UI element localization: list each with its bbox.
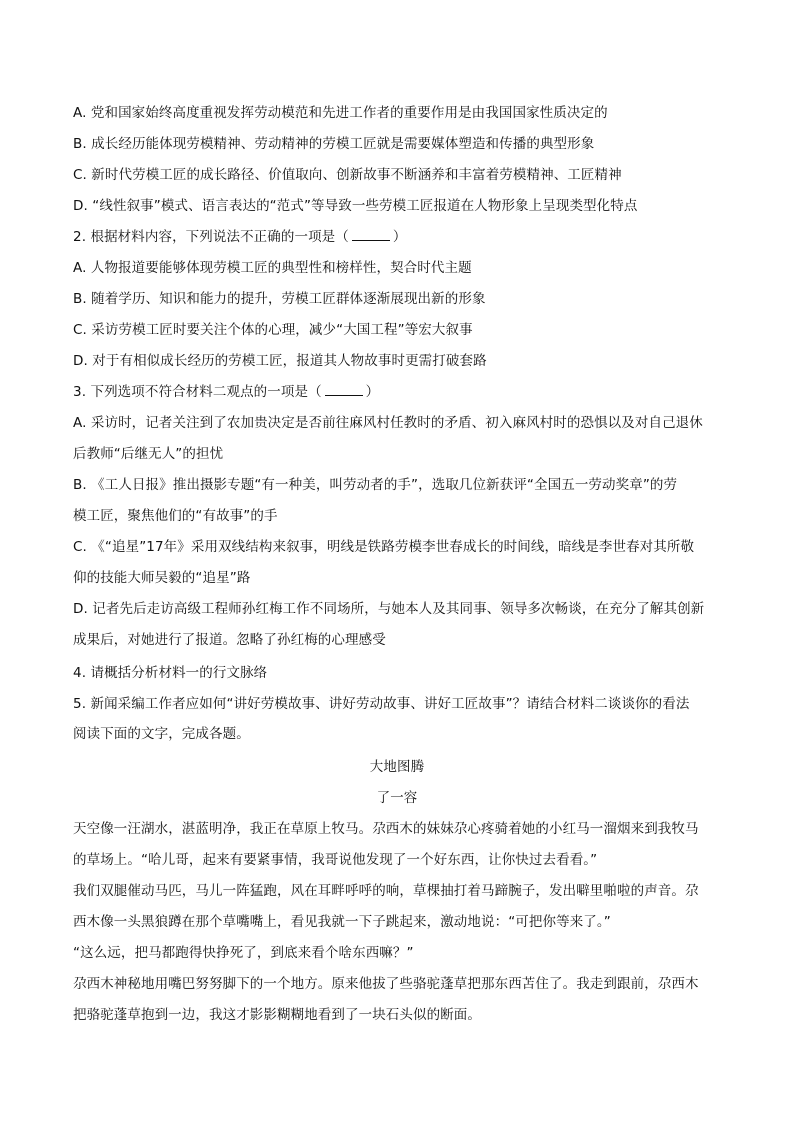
reading-intro: 阅读下面的文字，完成各题。 (73, 726, 250, 742)
story-paragraph-2-line2: 西木像一头黑狼蹲在那个草嘴嘴上，看见我就一下子跳起来，激动地说：“可把你等来了。” (73, 914, 611, 930)
q3-option-d-line2: 成果后，对她进行了报道。忽略了孙红梅的心理感受 (73, 632, 386, 648)
q5-stem: 5. 新闻采编工作者应如何“讲好劳模故事、讲好劳动故事、讲好工匠故事”？请结合材料二谈谈你的看法 (73, 696, 690, 712)
story-title: 大地图腾 (369, 759, 425, 775)
q3-stem (73, 383, 723, 401)
q2-stem-close: ） (392, 229, 407, 245)
story-paragraph-4-line1: 尕西木神秘地用嘴巴努努脚下的一个地方。原来他拔了些骆驼蓬草把那东西苫住了。我走到跟前，尕西木 (73, 976, 699, 992)
q2-option-b: B. 随着学历、知识和能力的提升，劳模工匠群体逐渐展现出新的形象 (73, 291, 486, 307)
q2-stem (73, 228, 723, 246)
q3-stem-close: ） (365, 384, 380, 400)
q1-option-c: C. 新时代劳模工匠的成长路径、价值取向、创新故事不断涵养和丰富着劳模精神、工匠精神 (73, 167, 622, 183)
q1-option-b: B. 成长经历能体现劳模精神、劳动精神的劳模工匠就是需要媒体塑造和传播的典型形象 (73, 136, 595, 152)
q1-option-d: D. “线性叙事”模式、语言表达的“范式”等导致一些劳模工匠报道在人物形象上呈现类型化特点 (73, 198, 638, 214)
q3-option-b-line2: 模工匠，聚焦他们的“有故事”的手 (73, 508, 278, 524)
story-paragraph-1-line2: 的草场上。“哈儿哥，起来有要紧事情，我哥说他发现了一个好东西，让你快过去看看。” (73, 852, 598, 868)
q3-option-a-line1: A. 采访时，记者关注到了农加贵决定是否前往麻风村任教时的矛盾、初入麻风村时的恐惧以及对自己退休 (73, 415, 703, 431)
q1-option-a: A. 党和国家始终高度重视发挥劳动模范和先进工作者的重要作用是由我国国家性质决定的 (73, 105, 608, 121)
story-paragraph-2-line1: 我们双腿催动马匹，马儿一阵猛跑，风在耳畔呼呼的响，草棵抽打着马蹄腕子，发出噼里啪啦的声音。尕 (73, 883, 699, 899)
q3-option-a-line2: 后教师“后继无人”的担忧 (73, 446, 224, 462)
story-author: 了一容 (376, 790, 418, 806)
q3-answer-blank (325, 383, 363, 396)
q2-option-a: A. 人物报道要能够体现劳模工匠的典型性和榜样性，契合时代主题 (73, 260, 472, 276)
story-paragraph-1-line1: 天空像一汪湖水，湛蓝明净，我正在草原上牧马。尕西木的妹妹尕心疼骑着她的小红马一溜烟来到我牧马 (73, 821, 699, 837)
q2-stem-text: 2. 根据材料内容，下列说法不正确的一项是（ (73, 229, 349, 245)
q2-option-c: C. 采访劳模工匠时要关注个体的心理，减少“大国工程”等宏大叙事 (73, 322, 473, 338)
q2-answer-blank (352, 228, 390, 241)
q3-stem-text: 3. 下列选项不符合材料二观点的一项是（ (73, 384, 322, 400)
q3-option-d-line1: D. 记者先后走访高级工程师孙红梅工作不同场所，与她本人及其同事、领导多次畅谈，在充分了解其创新 (73, 601, 705, 617)
story-paragraph-3: “这么远，把马都跑得快挣死了，到底来看个啥东西嘛？” (73, 945, 414, 961)
q3-option-c-line1: C. 《“追星”17年》采用双线结构来叙事，明线是铁路劳模李世春成长的时间线，暗线是李世春对其所敬 (73, 539, 695, 555)
q3-option-c-line2: 仰的技能大师吴毅的“追星”路 (73, 570, 251, 586)
q2-option-d: D. 对于有相似成长经历的劳模工匠，报道其人物故事时更需打破套路 (73, 353, 487, 369)
q3-option-b-line1: B. 《工人日报》推出摄影专题“有一种美，叫劳动者的手”，选取几位新获评“全国五一劳动奖章”的劳 (73, 477, 678, 493)
story-paragraph-4-line2: 把骆驼蓬草抱到一边，我这才影影糊糊地看到了一块石头似的断面。 (73, 1007, 481, 1023)
q4-stem: 4. 请概括分析材料一的行文脉络 (73, 665, 268, 681)
